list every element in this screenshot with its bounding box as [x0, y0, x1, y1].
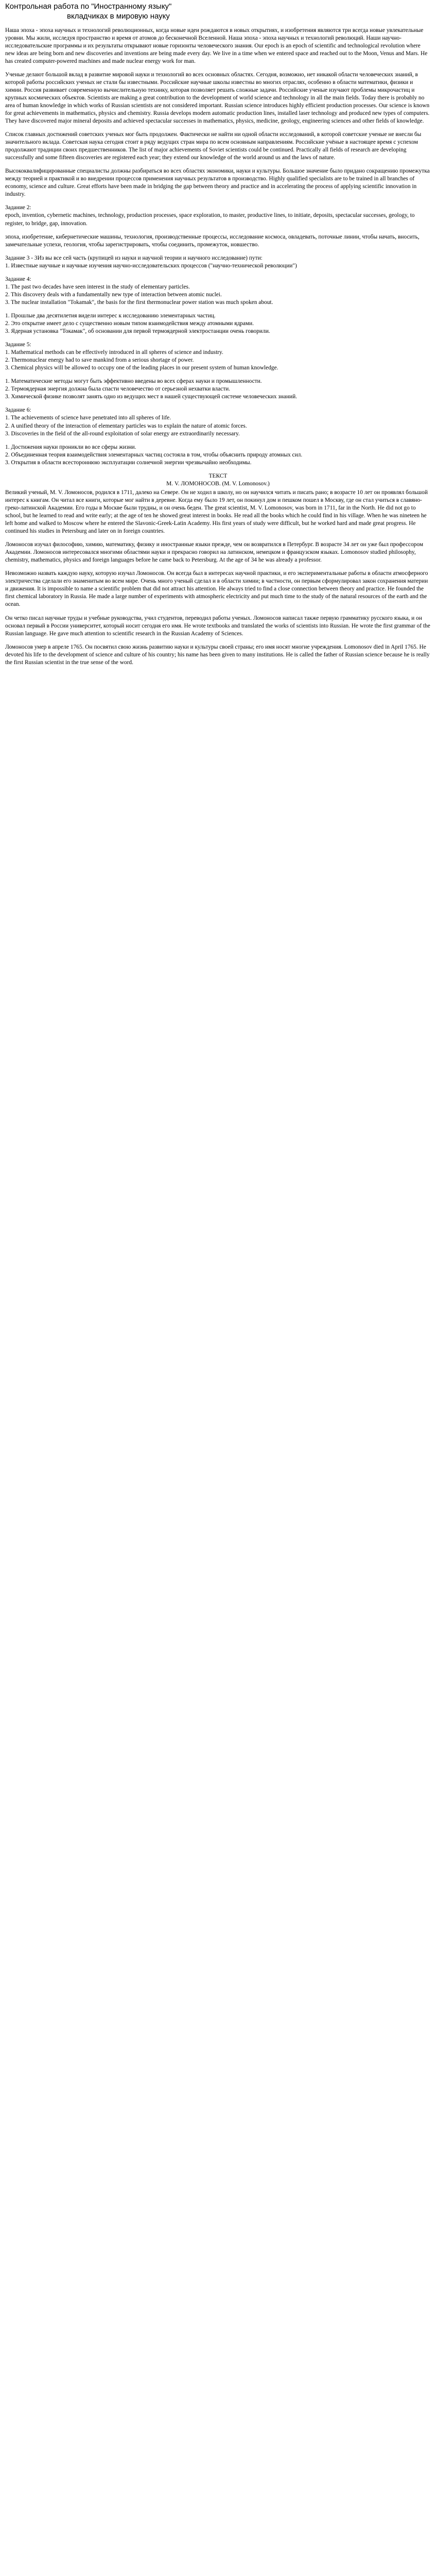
text-author: М. V. ЛОМОНОСОВ. (М. V. Lomonosov.): [166, 480, 270, 487]
intro-paragraph-4: Высококвалифицированные специалисты должны разбираться во всех областях экономики, науки и культуры. Большое значение было придано сокращению промежутка между теорией и практикой и во внедрении процессов применения научных результатов в производство. Highly qualified specialists are to be trained in all branches of economy, science and culture. Great efforts have been made in bridging the gap between theory and practice and in accelerating the process of applying scientific innovation in industry.: [5, 168, 430, 198]
task-line: 3. Ядерная установка "Токамак", об основании для первой термоядерной электростанции очень говорили.: [5, 328, 270, 335]
task-6: [5, 406, 431, 466]
task-5: [5, 341, 431, 401]
task-2: [5, 204, 431, 248]
task-line: 3. Химической физике позволят занять одно из ведущих мест в нашей существующей системе человеческих знаний.: [5, 394, 298, 400]
task-heading: Задание 6:: [5, 407, 31, 414]
task-line: 1. Известные научные и научные изучения научно-исследовательских процессов ("научно-технической революции"): [5, 262, 297, 269]
text-heading: ТЕКСТ: [208, 472, 228, 479]
task-line: 3. The nuclear installation "Tokamak", the basis for the first thermonuclear power station was much spoken about.: [5, 299, 273, 306]
task-line: 1. The past two decades have seen interest in the study of elementary particles.: [5, 283, 190, 290]
text-paragraph: Ломоносов умер в апреле 1765. Он посвятил свою жизнь развитию науки и культуры своей страны; его имя носят многие учреждения. Lomonosov died in April 1765. He devoted his life to the development of science and culture of his country; his name has been given to many institutions. He is called the father of Russian science because he is really the first Russian scientist in the true sense of the word.: [5, 643, 430, 666]
task-heading: Задание 5:: [5, 342, 31, 348]
task-line: 2. Это открытие имеет дело с существенно новым типом взаимодействия между атомными ядрами.: [5, 320, 254, 327]
task-heading: Задание 4:: [5, 276, 31, 282]
task-line: 3. Discoveries in the field of the all-round exploitation of solar energy are extraordinarily necessary.: [5, 430, 240, 437]
task-line: 1. Математические методы могут быть эффективно введены во всех сферах науки и промышленности.: [5, 378, 262, 385]
task-line: 2. Термоядерная энергия должна была спасти человечество от серьезной нехватки власти.: [5, 386, 231, 393]
task-line: 1. Mathematical methods can be effectively introduced in all spheres of science and industry.: [5, 349, 223, 356]
text-paragraph: Ломоносов изучал философию, химию, математику, физику и иностранные языки прежде, чем он возвратился в Петербург. В возрасте 34 лет он уже был профессором Академии. Ломоносов интересовался многими областями науки и прекрасно говорил на латинском, немецком и французском языках. Lomonosov studied philosophy, chemistry, mathematics, physics and foreign languages before he came back to Petersburg. At the age of 34 he was already a professor.: [5, 541, 424, 564]
page-subtitle: вкладчиках в мировую науку: [67, 11, 170, 21]
task-line: 2. Объединенная теория взаимодействия элементарных частиц состояла в том, чтобы объяснить природу атомных сил.: [5, 451, 303, 458]
text-paragraph: Невозможно назвать каждую науку, которую изучал Ломоносов. Он всегда был в интересах научной практики, и его экспериментальные работы в области атмосферного электричества сделали его знаменитым во всем мире. Очень много ученый сделал и в области химии; в частности, он первым сформулировал закон сохранения материи и движения. It is impossible to name a scientific problem that did not attract his attention. He always tried to find a close connection between theory and practice. He founded the first chemical laboratory in Russia. He made a large number of experiments with atmospheric electricity and put much time to the study of the natural resources of the earth and the ocean.: [5, 570, 428, 608]
document: [0, 0, 436, 685]
task-line: 3. Chemical physics will be allowed to occupy one of the leading places in our present system of human knowledge.: [5, 365, 278, 371]
intro-paragraph-3: Список главных достижений советских ученых мог быть продолжен. Фактически не найти ни одной области исследований, в которой советские ученые не внесли бы значительного вклада. Советская наука сегодня стоит в ряду ведущих стран мира по всем основным направлениям. Российские учёные в настоящее время с успехом продолжают традиции своих предшественников. The list of major achievements of Soviet scientists could be continued. Practically all fields of research are developing successfully and some fifteen discoveries are registered each year; they extend our knowledge of the world around us and the laws of nature.: [5, 131, 422, 161]
task-line: 2. This discovery deals with a fundamentally new type of interaction between atomic nuclei.: [5, 291, 222, 298]
task-heading: Задание 3 - 3Из вы все сей часть (крупицей из науки и научной теории и научного исследование) пути:: [5, 255, 263, 261]
task-line: эпоха, изобретение, кибернетические машины, технология, производственные процессы, исследование космоса, овладевать, поточные линии, чтобы начать, вносить, замечательные успехи, геология, чтобы зарегистрировать, чтобы соединить, промежуток, новшество.: [5, 233, 420, 248]
intro-paragraph-2: Ученые делают большой вклад в развитие мировой науки и технологий во всех основных областях. Сегодня, возможно, нет никакой области человеческих знаний, в которой работы российских ученых не стали бы известными. Российские научные школы известны во многих отраслях, особенно в области математики, физики и химии. Россия развивает современную вычислительную технику, которая позволяет решать сложные задачи. Российские ученые изучают проблемы микрочастиц и крупных космических объектов. Scientists are making a great contribution to the development of world science and technology in all the main fields. Today there is probably no area of human knowledge in which works of Russian scientists are not considered important. Russian science introduces highly efficient production processes. Our science is known for great achievements in mathematics, physics and chemistry. Russia develops modern automatic production lines, installed laser technology and produced new types of computers. They have discovered major mineral deposits and achieved spectacular successes in mathematics, physics, medicine, geology, engineering sciences and other fields of knowledge.: [5, 71, 430, 125]
task-line: 1. Прошлые два десятилетия видели интерес к исследованию элементарных частиц.: [5, 312, 216, 319]
task-line: 2. A unified theory of the interaction of elementary particles was to explain the nature of atomic forces.: [5, 422, 247, 429]
task-line: 1. Достижения науки проникли во все сферы жизни.: [5, 444, 136, 450]
text-paragraph: Он четко писал научные труды и учебные руководства, учил студентов, переводил работы ученых. Ломоносов написал также первую грамматику русского языка, и он основал первый в России университет, который носит сегодня его имя. He wrote textbooks and translated the works of scientists into Russian. He wrote the first grammar of the Russian language. He gave much attention to scientific research in the Russian Academy of Sciences.: [5, 615, 430, 637]
task-line: 1. The achievements of science have penetrated into all spheres of life.: [5, 415, 171, 421]
page-title: Контрольная работа по "Иностранному языку": [5, 2, 172, 11]
task-line: 3. Открытия в области всестороннюю эксплуатации солнечной энергии чрезвычайно необходимы.: [5, 459, 252, 466]
text-paragraph: Великий ученый, М. V. Ломоносов, родился в 1711, далеко на Севере. Он не ходил в школу, но он научился читать и писать рано; в возрасте 10 лет он проявлял большой интерес к книгам. Он читал все книги, которые мог найти в деревне. Когда ему было 19 лет, он покинул дом и пешком пошел в Москву, где он стал учиться в славяно-греко-латинской Академии. Его годы в Москве были трудны, и он очень беден. The great scientist, M. V. Lomonosov, was born in 1711, far in the North. He did not go to school, but he learned to read and write early; at the age of ten he showed great interest in books. He read all the books which he could find in his village. When he was nineteen he left home and walked to Moscow where he entered the Slavonic-Greek-Latin Academy. His first years of study were difficult, but he worked hard and made great progress. He continued his studies in Petersburg and later on in foreign countries.: [5, 489, 428, 535]
task-4: [5, 276, 431, 335]
task-line: 2. Thermonuclear energy had to save mankind from a serious shortage of power.: [5, 357, 194, 364]
task-heading: Задание 2:: [5, 205, 31, 211]
task-3: [5, 255, 431, 270]
task-line: epoch, invention, cybernetic machines, technology, production processes, space exploration, to master, productive lines, to initiate, deposits, spectacular successes, geology, to register, to bridge, gap, innovation.: [5, 212, 415, 227]
intro-paragraph-1: Наша эпоха - эпоха научных и технологий революционных, когда новые идеи рождаются в новых открытиях, и изобретения являются три всегда новые увлекательные уровни. Мы жили, исследуя пространство и время от атомов до бесконечной Вселенной. Наша эпоха - эпоха научных и технологий революций. Наши научно-исследовательские программы и их результаты открывают новые горизонты человеческого знания. Our epoch is an epoch of scientific and technological revolution where new ideas are being born and new discoveries and inventions are being made every day. We live in a time when we entered space and reached out to the Moon, Venus and Mars. He has created computer-powered machines and made nuclear energy work for man.: [5, 27, 428, 64]
